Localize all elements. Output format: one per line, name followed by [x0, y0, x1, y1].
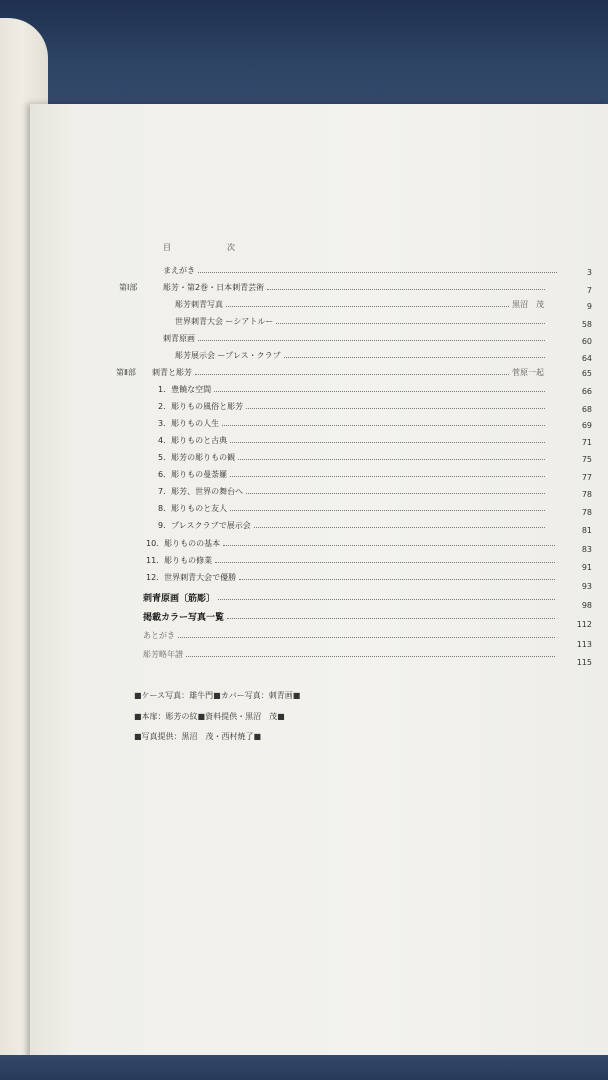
dot-leader	[195, 373, 509, 375]
blue-cloth-bottom	[0, 1055, 608, 1080]
dot-leader	[198, 271, 557, 273]
toc-entry-label: 10．彫りものの基本	[146, 538, 221, 548]
toc-entry	[146, 536, 558, 550]
toc-entry	[158, 416, 548, 430]
toc-page-number: 112	[576, 620, 592, 629]
dot-leader	[226, 305, 509, 307]
toc-entry-label: 4．彫りものと古典	[158, 435, 228, 445]
toc-page-number: 78	[581, 508, 592, 517]
toc-entry	[146, 570, 558, 584]
toc-page-number: 71	[581, 438, 592, 447]
dot-leader	[198, 339, 545, 341]
toc-page-number: 81	[581, 526, 592, 535]
dot-leader	[284, 356, 545, 358]
toc-entry-author: 黒沼 茂	[512, 299, 544, 309]
dot-leader	[246, 492, 545, 494]
toc-entry-label: 1．豊饒な空間	[158, 384, 212, 394]
toc-entry-label: 3．彫りもの人生	[158, 418, 220, 428]
toc-entry-label: 刺青と彫芳	[152, 367, 192, 377]
toc-entry	[143, 628, 558, 642]
toc-entry-label: 9．プレスクラブで展示会	[158, 520, 251, 530]
dot-leader	[254, 526, 545, 528]
credit-line: ■ケース写真：雄牛門■カバー写真：刺青画■	[134, 691, 301, 700]
dot-leader	[218, 598, 555, 600]
toc-entry	[143, 590, 558, 604]
toc-page-number: 66	[581, 387, 592, 396]
toc-entry-label: 2．彫りもの風俗と彫芳	[158, 401, 244, 411]
toc-title: 目 次	[163, 243, 259, 252]
toc-entry-label: 彫芳刺青写真	[175, 299, 223, 309]
toc-entry	[143, 609, 558, 623]
toc-entry	[175, 348, 548, 362]
toc-entry	[163, 280, 548, 294]
toc-entry-label: 彫芳略年譜	[143, 649, 183, 659]
toc-entry-label: 世界刺青大会 ーシアトルー	[175, 316, 274, 326]
toc-page-number: 68	[581, 405, 592, 414]
dot-leader	[215, 561, 555, 563]
toc-page-number: 65	[581, 369, 592, 378]
toc-entry-label: 5．彫芳の彫りもの観	[158, 452, 236, 462]
toc-entry	[158, 467, 548, 481]
toc-entry	[175, 314, 548, 328]
credit-line: ■写真提供：黒沼 茂・西村焼了■	[134, 732, 262, 741]
toc-page-number: 83	[581, 545, 592, 554]
toc-page-number: 75	[581, 455, 592, 464]
blue-cloth-background	[0, 0, 608, 112]
toc-entry	[158, 382, 548, 396]
toc-entry-author: 菅原一起	[512, 367, 544, 377]
toc-page-number: 9	[586, 302, 592, 311]
toc-entry	[158, 518, 548, 532]
dot-leader	[230, 441, 545, 443]
toc-page-number: 77	[581, 473, 592, 482]
toc-entry-label: 掲載カラー写真一覧	[143, 612, 225, 623]
toc-entry	[158, 484, 548, 498]
dot-leader	[246, 407, 545, 409]
toc-page-number: 3	[586, 268, 592, 277]
dot-leader	[267, 288, 545, 290]
toc-entry	[158, 501, 548, 515]
toc-entry-label: 6．彫りもの曼荼羅	[158, 469, 228, 479]
dot-leader	[178, 636, 555, 638]
toc-page-number: 115	[576, 658, 592, 667]
dot-leader	[227, 617, 555, 619]
dot-leader	[223, 544, 555, 546]
toc-entry	[163, 263, 560, 277]
toc-page-number: 93	[581, 582, 592, 591]
dot-leader	[214, 390, 545, 392]
toc-entry-label: 11．彫りもの修業	[146, 555, 213, 565]
toc-entry	[158, 450, 548, 464]
toc-entry-label: 8．彫りものと友人	[158, 503, 228, 513]
dot-leader	[230, 509, 545, 511]
toc-entry	[175, 297, 548, 311]
dot-leader	[276, 322, 545, 324]
toc-entry-label: 刺青原画〔筋彫〕	[143, 593, 216, 604]
toc-page-number: 78	[581, 490, 592, 499]
toc-entry	[146, 553, 558, 567]
toc-page-number: 7	[586, 286, 592, 295]
dot-leader	[239, 578, 555, 580]
toc-entry	[163, 331, 548, 345]
toc-page-number: 58	[581, 320, 592, 329]
toc-entry-label: 12．世界刺青大会で優勝	[146, 572, 237, 582]
dot-leader	[238, 458, 545, 460]
dot-leader	[230, 475, 545, 477]
toc-page-number: 64	[581, 354, 592, 363]
toc-entry	[158, 433, 548, 447]
toc-entry-label: あとがき	[143, 630, 175, 640]
credit-line: ■本扉：彫芳の紋■資料提供・黒沼 茂■	[134, 712, 285, 721]
toc-page-number: 113	[576, 640, 592, 649]
toc-part-label: 第Ⅰ部	[119, 283, 138, 292]
dot-leader	[186, 655, 555, 657]
toc-page-number: 69	[581, 421, 592, 430]
dot-leader	[222, 424, 545, 426]
toc-entry-label: まえがき	[163, 265, 195, 275]
toc-entry	[152, 365, 548, 379]
toc-page-number: 60	[581, 337, 592, 346]
toc-entry-label: 彫芳・第2巻・日本刺青芸術	[163, 282, 265, 292]
toc-entry-label: 刺青原画	[163, 333, 195, 343]
toc-page-number: 91	[581, 563, 592, 572]
toc-part-label: 第Ⅱ部	[116, 368, 136, 377]
toc-entry-label: 彫芳展示会 ープレス・クラブ	[175, 350, 281, 360]
toc-entry	[143, 647, 558, 661]
toc-entry-label: 7．彫芳、世界の舞台へ	[158, 486, 244, 496]
toc-page-number: 98	[581, 601, 592, 610]
toc-entry	[158, 399, 548, 413]
